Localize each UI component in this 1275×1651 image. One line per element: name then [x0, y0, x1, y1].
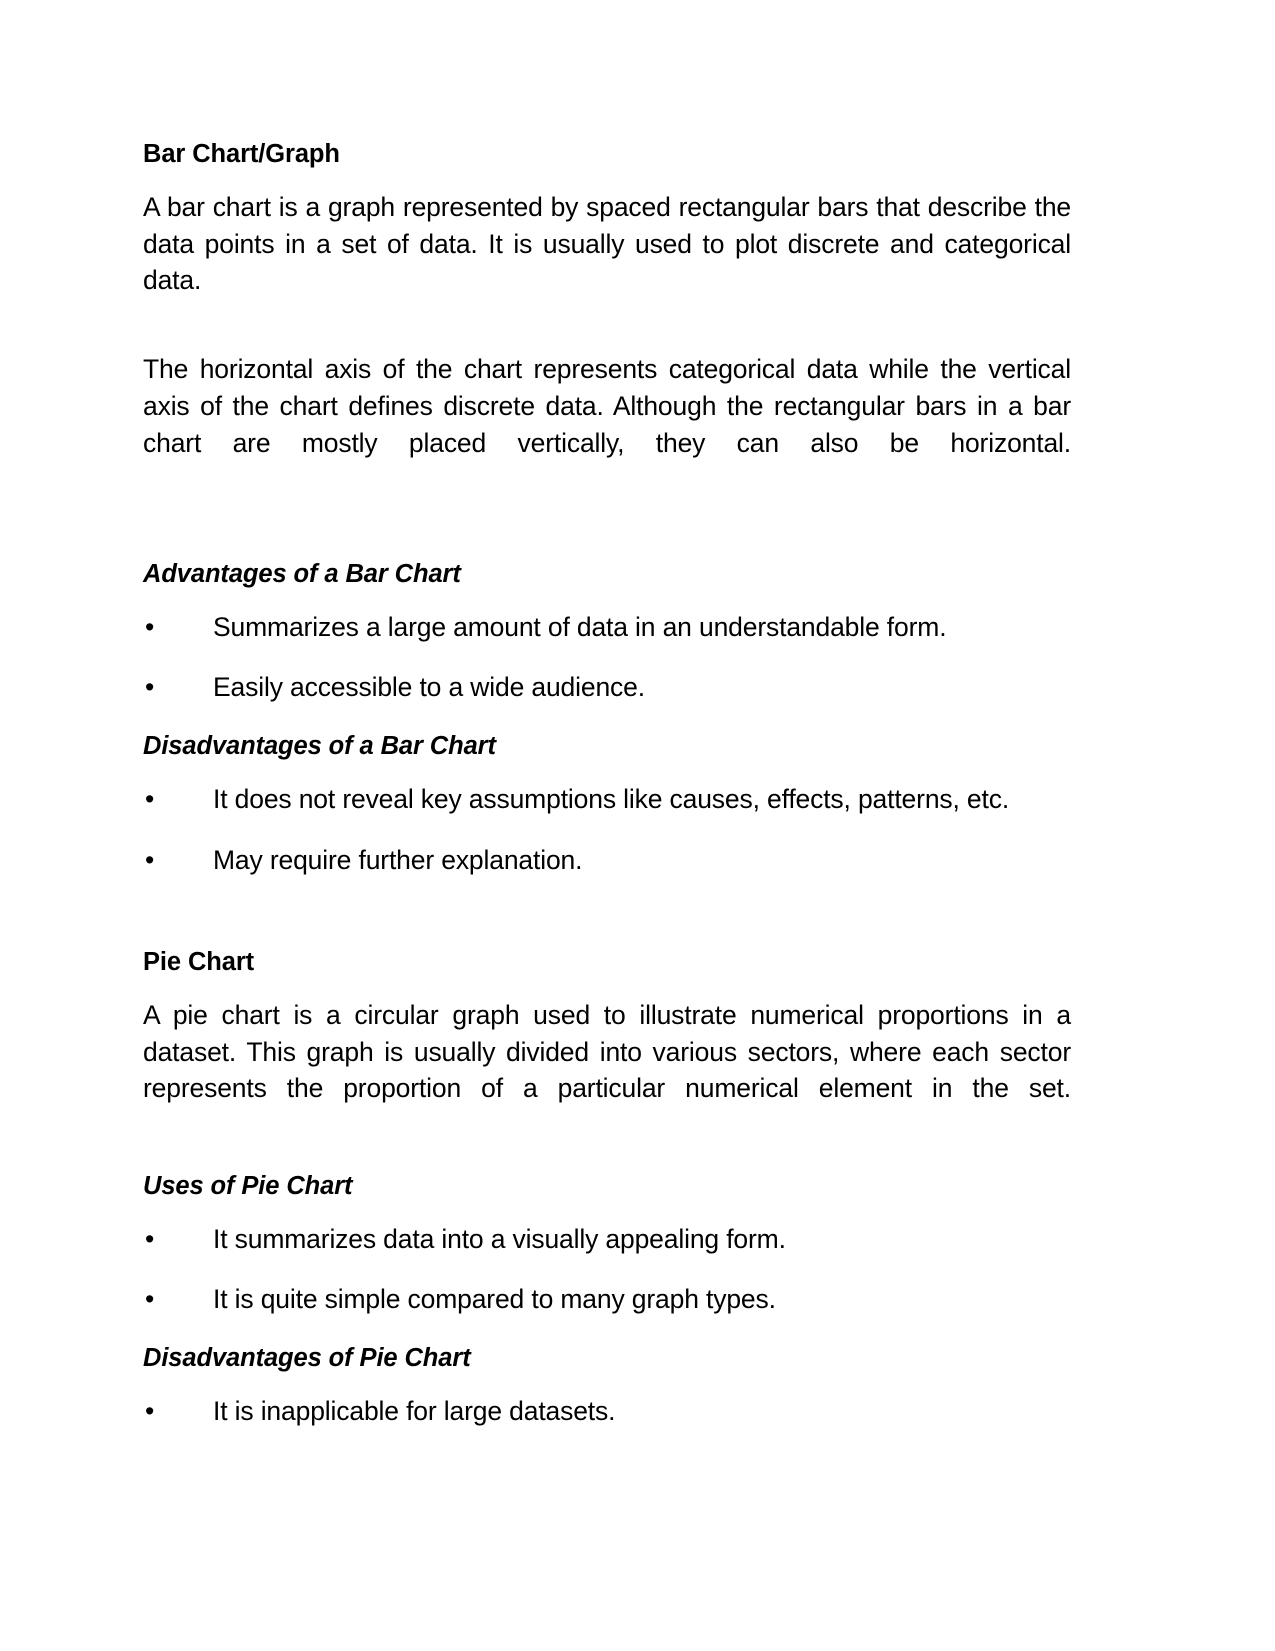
list-item-text: It is quite simple compared to many graph types.	[213, 1284, 776, 1315]
list-item-text: May require further explanation.	[213, 844, 583, 875]
list-item-text: It summarizes data into a visually appealing form.	[213, 1223, 786, 1254]
list-item	[143, 1221, 1071, 1258]
heading-uses-pie-chart: Uses of Pie Chart	[143, 1171, 353, 1200]
document-body	[143, 138, 1071, 1454]
list-item	[143, 669, 1071, 706]
list-item	[143, 1281, 1071, 1318]
bullet-icon: •	[145, 1223, 155, 1254]
heading-bar-chart-graph: Bar Chart/Graph	[143, 140, 340, 168]
list-item	[143, 781, 1071, 818]
section-spacer	[143, 1160, 1071, 1170]
section-spacer	[143, 514, 1071, 558]
paragraph-pie-chart-definition: A pie chart is a circular graph used to illustrate numerical proportions in a dataset. This graph is usually divided into various sectors, where each sector represents the proportion of a particular numerical element in the set.	[143, 1000, 1071, 1104]
heading-pie-chart: Pie Chart	[143, 948, 255, 977]
bullet-icon: •	[145, 611, 155, 642]
list-item-text: Summarizes a large amount of data in an understandable form.	[213, 611, 947, 642]
list-item	[143, 842, 1071, 879]
bullet-icon: •	[145, 784, 155, 815]
bullet-icon: •	[145, 1395, 155, 1426]
paragraph-bar-chart-definition: A bar chart is a graph represented by spaced rectangular bars that describe the data points in a set of data. It is usually used to plot discrete and categorical data.	[143, 192, 1071, 296]
bullet-icon: •	[145, 844, 155, 875]
bullet-icon: •	[145, 1284, 155, 1315]
heading-disadvantages-pie-chart: Disadvantages of Pie Chart	[143, 1343, 471, 1372]
list-item-text: It is inapplicable for large datasets.	[213, 1395, 616, 1426]
heading-advantages-bar-chart: Advantages of a Bar Chart	[143, 559, 461, 588]
list-item-text: It does not reveal key assumptions like causes, effects, patterns, etc.	[213, 784, 1010, 815]
bullet-icon: •	[145, 672, 155, 703]
paragraph-bar-chart-axes: The horizontal axis of the chart represents categorical data while the vertical axis of the chart defines discrete data. Although the rectangular bars in a bar chart are mostly placed vertically, they can also be horizontal.	[143, 354, 1071, 458]
section-spacer	[143, 902, 1071, 946]
list-item-text: Easily accessible to a wide audience.	[213, 672, 645, 703]
list-item	[143, 609, 1071, 646]
heading-disadvantages-bar-chart: Disadvantages of a Bar Chart	[143, 731, 496, 760]
list-item	[143, 1393, 1071, 1430]
